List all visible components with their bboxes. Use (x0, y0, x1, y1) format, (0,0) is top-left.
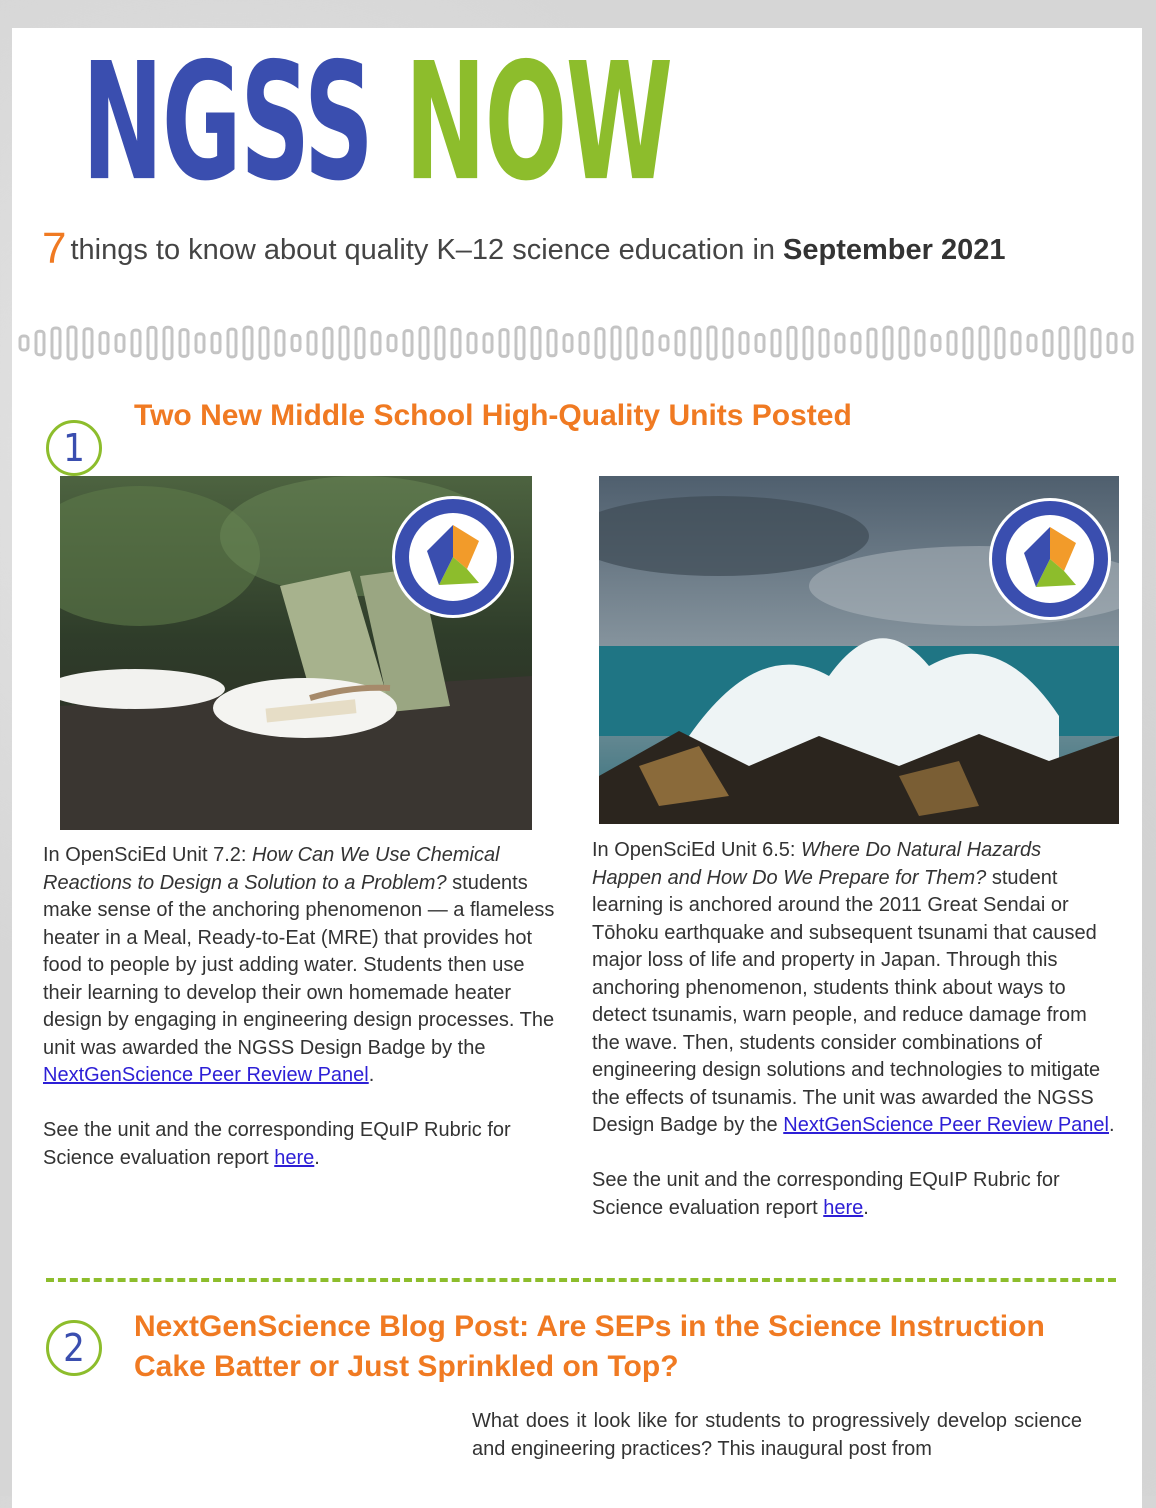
ngss-now-logo (82, 29, 672, 217)
punct: . (1108, 1114, 1115, 1136)
unit-7-2-title: How Can We Use Chemical Reactions to Design a Solution to a Problem? (43, 844, 500, 894)
mre-heater-photo[interactable] (60, 476, 532, 830)
logo-ngss: NGSS (82, 29, 373, 217)
dna-divider-graphic (12, 313, 1142, 373)
unit-6-5-here-link[interactable]: here (823, 1196, 864, 1219)
section-divider-dashed (46, 1278, 1116, 1282)
peer-review-panel-link[interactable]: NextGenScience Peer Review Panel (783, 1114, 1109, 1136)
unit-7-2-see-report: See the unit and the corresponding EQuIP Rubric for Science evaluation report (43, 1119, 511, 1169)
unit-7-2-here-link[interactable]: here (274, 1146, 315, 1169)
logo-now: NOW (404, 29, 672, 217)
ngss-design-badge (392, 496, 514, 618)
unit-6-5-title: Where Do Natural Hazards Happen and How Do We Prepare for Them? (592, 839, 1042, 889)
tagline (42, 224, 1005, 274)
tagline-number: 7 (42, 224, 67, 273)
unit-6-5-body: student learning is anchored around the 2011 Great Sendai or Tōhoku earthquake and subsequent tsunami that caused major loss of life and property in Japan. Through this anchoring phenomenon, students think about ways to detect tsunamis, warn people, and reduce damage from the wave. Then, students consider combinations of engineering design solutions and technologies to mitigate the effects of tsunamis. The unit was awarded the NGSS Design Badge by the (592, 866, 1101, 1136)
unit-7-2-body: students make sense of the anchoring phenomenon — a flameless heater in a Meal, Ready-to-Eat (MRE) that provides hot food to people by just adding water. Students then use their learning to develop their own homemade heater design by engaging in engineering design processes. The unit was awarded the NGSS Design Badge by the (43, 871, 555, 1059)
punct: . (863, 1196, 869, 1219)
unit-6-5-see-report: See the unit and the corresponding EQuIP Rubric for Science evaluation report (592, 1169, 1060, 1219)
section-2-number: 2 (63, 1326, 85, 1370)
section-2-title-line-1: NextGenScience Blog Post: Are SEPs in the Science Instruction (134, 1310, 1045, 1343)
section-2-intro: What does it look like for students to progressively develop science and engineering practices? This inaugural post from (472, 1410, 1082, 1460)
section-1-number-badge (46, 420, 102, 476)
section-2-title[interactable] (134, 1307, 1124, 1387)
unit-7-2-description (43, 842, 567, 1172)
section-1-title[interactable]: Two New Middle School High-Quality Units Posted (134, 399, 852, 432)
tsunami-wave-photo[interactable] (599, 476, 1119, 824)
unit-6-5-lead: In OpenSciEd Unit 6.5: (592, 839, 802, 861)
ngss-design-badge (989, 498, 1111, 620)
unit-6-5-description (592, 837, 1116, 1222)
punct: . (368, 1064, 375, 1086)
tagline-date: September 2021 (783, 234, 1006, 266)
section-2-title-line-2: Cake Batter or Just Sprinkled on Top? (134, 1350, 679, 1383)
tagline-text: things to know about quality K–12 science education in (70, 234, 776, 266)
unit-7-2-lead: In OpenSciEd Unit 7.2: (43, 844, 253, 866)
section-1-number: 1 (63, 426, 85, 470)
section-2-number-badge (46, 1320, 102, 1376)
peer-review-panel-link[interactable]: NextGenScience Peer Review Panel (43, 1064, 369, 1086)
punct: . (314, 1146, 320, 1169)
newsletter-page (12, 28, 1142, 1508)
